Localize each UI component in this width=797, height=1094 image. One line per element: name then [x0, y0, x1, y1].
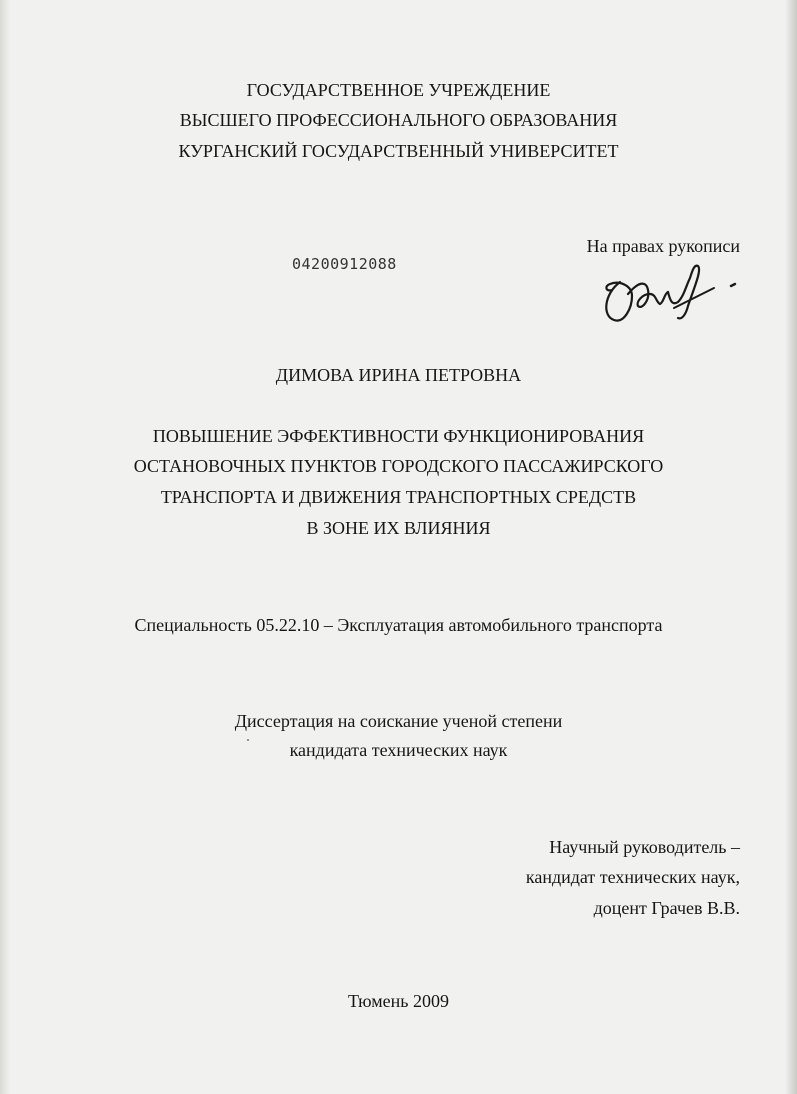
title-line-4: В ЗОНЕ ИХ ВЛИЯНИЯ: [306, 518, 491, 538]
place-year: Тюмень 2009: [347, 991, 450, 1011]
supervisor-line-1: Научный руководитель –: [549, 837, 740, 857]
specialty: Специальность 05.22.10 – Эксплуатация автомобильного транспорта: [134, 615, 663, 635]
supervisor-line-3: доцент Грачев В.В.: [593, 898, 740, 918]
degree-line-1: Диссертация на соискание ученой степени: [234, 711, 563, 731]
supervisor-line-2: кандидат технических наук,: [525, 867, 740, 887]
author-name: ДИМОВА ИРИНА ПЕТРОВНА: [275, 365, 522, 385]
header-line-3: КУРГАНСКИЙ ГОСУДАРСТВЕННЫЙ УНИВЕРСИТЕТ: [178, 141, 619, 161]
rights-note: На правах рукописи: [586, 236, 740, 256]
header-line-2: ВЫСШЕГО ПРОФЕССИОНАЛЬНОГО ОБРАЗОВАНИЯ: [179, 110, 618, 130]
header-line-1: ГОСУДАРСТВЕННОЕ УЧРЕЖДЕНИЕ: [246, 80, 551, 100]
title-line-1: ПОВЫШЕНИЕ ЭФФЕКТИВНОСТИ ФУНКЦИОНИРОВАНИЯ: [152, 426, 645, 446]
title-line-2: ОСТАНОВОЧНЫХ ПУНКТОВ ГОРОДСКОГО ПАССАЖИРСКОГО: [133, 456, 664, 476]
scan-speck: [247, 739, 249, 741]
handwritten-signature: [598, 258, 748, 328]
degree-line-2: кандидата технических наук: [289, 740, 508, 760]
title-line-3: ТРАНСПОРТА И ДВИЖЕНИЯ ТРАНСПОРТНЫХ СРЕДСТВ: [160, 487, 637, 507]
library-stamp-number: 04200912088: [292, 255, 397, 273]
